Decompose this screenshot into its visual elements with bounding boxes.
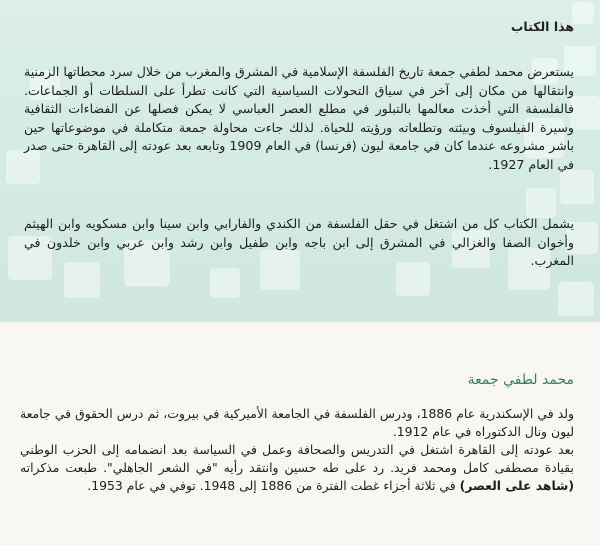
bio-text-end: في ثلاثة أجزاء غطت الفترة من 1886 إلى 1948. توفي في عام 1953. — [87, 478, 456, 493]
decorative-square — [558, 282, 594, 316]
decorative-square — [526, 188, 556, 218]
decorative-square — [210, 268, 240, 298]
decorative-square — [560, 170, 594, 204]
memoir-title: (شاهد على العصر) — [459, 478, 574, 493]
description-paragraph-1: يستعرض محمد لطفي جمعة تاريخ الفلسفة الإسلامية في المشرق والمغرب من خلال سرد محطاتها الزمنية وانتقالها من مكان إلى آخر في سياق التحولات السياسية التي كانت تطرأ على السلطات أو الجماعات. فالفلسفة التي أخذت معالمها بالتبلور في مطلع العصر العباسي لا يمكن فصلها عن الفضاءات الثقافية وسيرة الفيلسوف وبيئته وتطلعاته ورؤيته للحياة. لذلك جاءت محاولة جمعة متكاملة في موضوعاتها حين باشر مشروعه عندما كان في جامعة ليون (فرنسا) في العام 1909 وتابعه بعد عودته إلى القاهرة حتى صدر في العام 1927. — [24, 64, 574, 172]
decorative-square — [572, 2, 594, 24]
description-paragraph-2: يشمل الكتاب كل من اشتغل في حقل الفلسفة من الكندي والفارابي وابن سينا وابن مسكويه وابن الهيثم وأخوان الصفا والغزالي في المشرق إلى ابن باجه وابن طفيل وابن رشد وابن عربي وابن خلدون في المغرب. — [24, 216, 574, 269]
bio-text: بعد عودته إلى القاهرة اشتغل في التدريس والصحافة وعمل في السياسة بعد انضمامه إلى الحزب الوطني بقيادة مصطفى كامل ومحمد فريد. رد على طه حسين وانتقد رأيه "في الشعر الجاهلي". طبعت مذكراته — [20, 442, 574, 475]
author-bio-paragraph-2 — [20, 441, 574, 495]
decorative-square — [570, 96, 600, 130]
section-heading: هذا الكتاب — [510, 19, 574, 34]
author-name-heading: محمد لطفي جمعة — [467, 372, 574, 388]
author-bio-paragraph-1: ولد في الإسكندرية عام 1886، ودرس الفلسفة في الجامعة الأميركية في بيروت، ثم درس الحقوق في جامعة ليون ونال الدكتوراه في عام 1912. — [20, 406, 574, 439]
